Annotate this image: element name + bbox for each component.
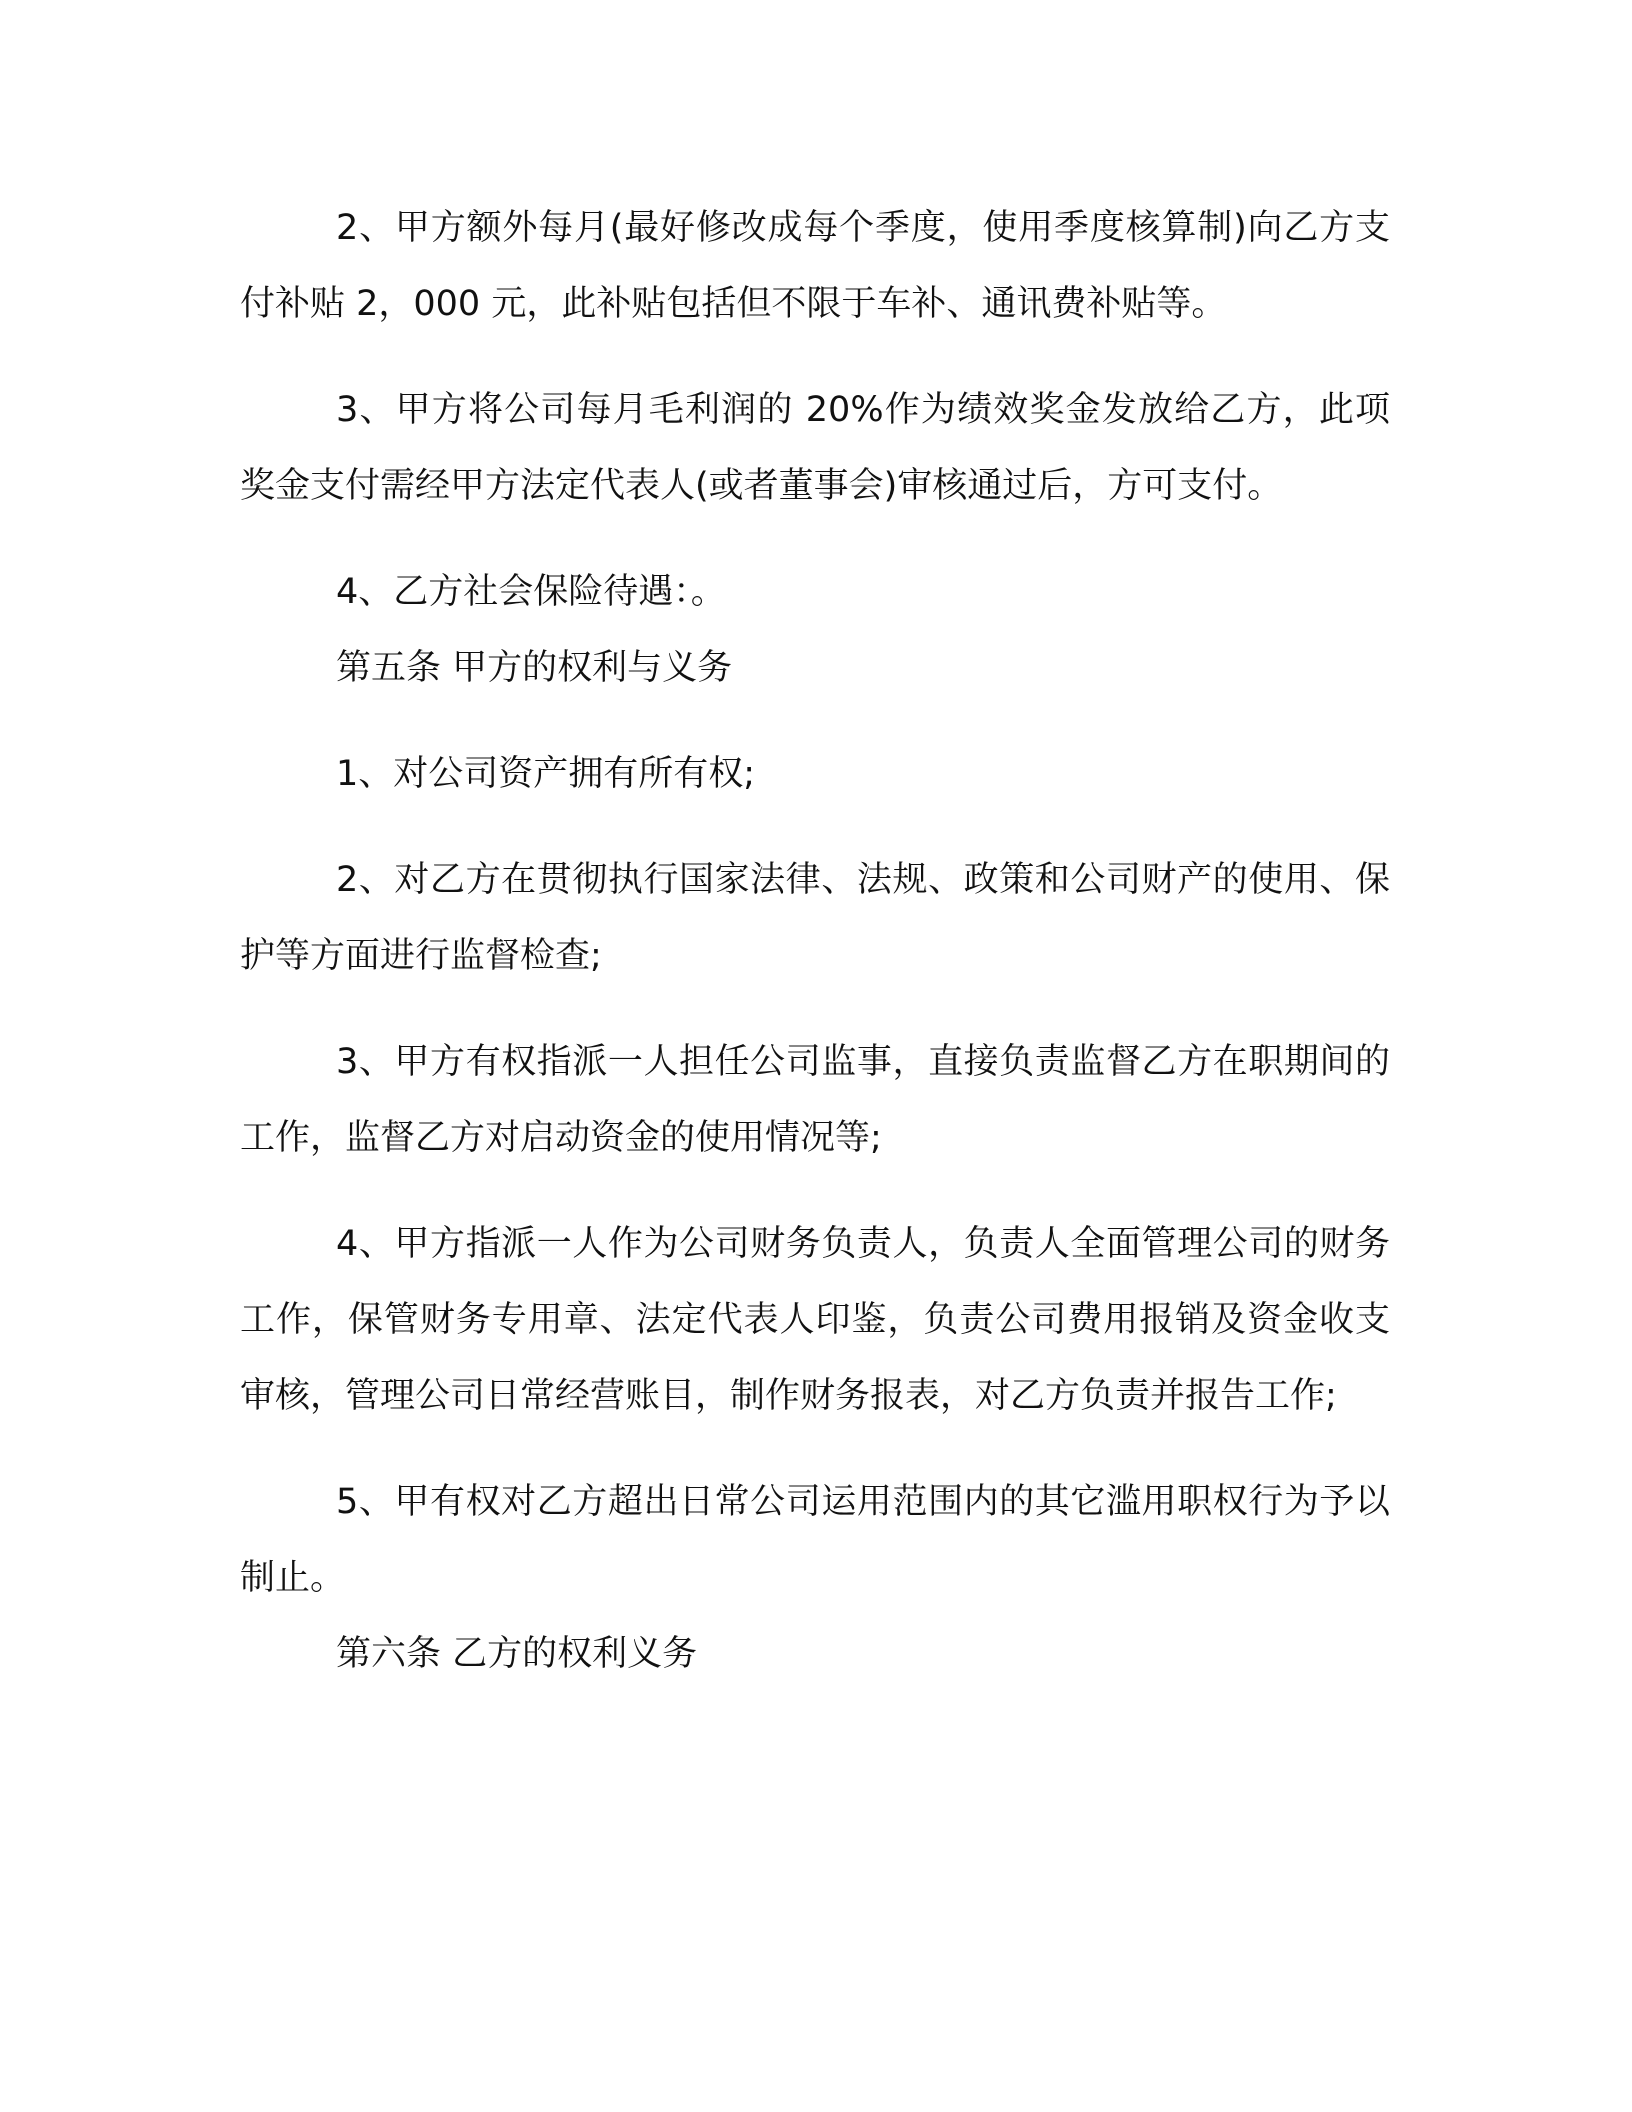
section-heading-article-6: 第六条 乙方的权利义务 — [336, 1634, 698, 1674]
paragraph-supervisor: 3、甲方有权指派一人担任公司监事，直接负责监督乙方在职期间的工作，监督乙方对启动资金的使用情况等; — [240, 1042, 1390, 1158]
paragraph-abuse-stop: 5、甲有权对乙方超出日常公司运用范围内的其它滥用职权行为予以制止。 — [240, 1482, 1390, 1598]
paragraph-subsidy: 2、甲方额外每月(最好修改成每个季度，使用季度核算制)向乙方支付补贴 2，000 元，此补贴包括但不限于车补、通讯费补贴等。 — [240, 208, 1390, 324]
paragraph-supervision: 2、对乙方在贯彻执行国家法律、法规、政策和公司财产的使用、保护等方面进行监督检查; — [240, 860, 1390, 976]
paragraph-bonus: 3、甲方将公司每月毛利润的 20%作为绩效奖金发放给乙方，此项奖金支付需经甲方法定代表人(或者董事会)审核通过后，方可支付。 — [240, 390, 1390, 506]
paragraph-asset-ownership: 1、对公司资产拥有所有权; — [336, 754, 756, 794]
paragraph-social-insurance: 4、乙方社会保险待遇：。 — [336, 572, 726, 612]
document-body — [240, 190, 1390, 1692]
section-heading-article-5: 第五条 甲方的权利与义务 — [336, 648, 733, 688]
paragraph-finance-manager: 4、甲方指派一人作为公司财务负责人，负责人全面管理公司的财务工作，保管财务专用章、法定代表人印鉴，负责公司费用报销及资金收支审核，管理公司日常经营账目，制作财务报表，对乙方负责并报告工作; — [240, 1224, 1390, 1416]
